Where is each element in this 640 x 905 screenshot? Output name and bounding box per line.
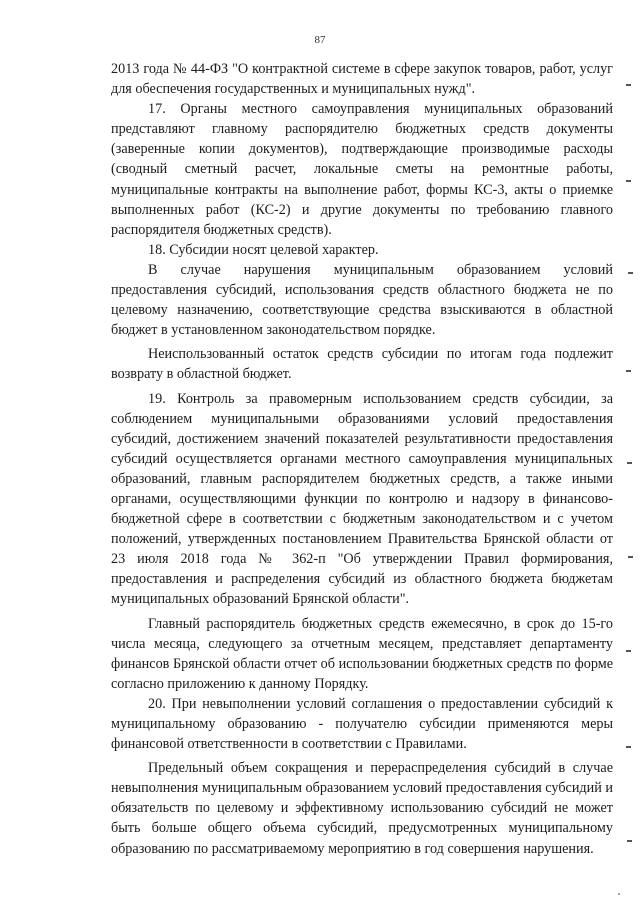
- page-number: 87: [314, 34, 326, 46]
- paragraph-1: 2013 года № 44-ФЗ "О контрактной системе в сфере закупок товаров, работ, услуг для обеспечения государственных и муниципальных нужд".: [111, 61, 613, 98]
- scan-dot: [618, 893, 620, 895]
- paragraph-17: 17. Органы местного самоуправления муниципальных образований представляют главному распорядителю бюджетных средств документы (заверенные копии документов), подтверждающие производимые расходы (сводный сметный расчет, локальные сметы на ремонтные работы, муниципальные контракты на выполнение работ, формы КС-3, акты о приемке выполненных работ (КС-2) и другие документы по требованию главного распорядителя бюджетных средств).: [111, 101, 613, 238]
- scan-mark: [626, 84, 631, 86]
- scan-mark: [626, 746, 631, 748]
- scan-mark: [626, 650, 631, 652]
- paragraph-18: 18. Субсидии носят целевой характер.: [148, 241, 379, 258]
- scan-mark: [627, 462, 632, 464]
- paragraph-18-remainder: Неиспользованный остаток средств субсидии по итогам года подлежит возврату в областной бюджет.: [111, 346, 613, 383]
- paragraph-19: 19. Контроль за правомерным использованием средств субсидии, за соблюдением муниципальными образованиями условий предоставления субсидий, достижением значений показателей результативности предоставления субсидий осуществляется органами местного самоуправления муниципальных образований, главным распорядителем бюджетных средств, а также иными органами, осуществляющими функции по контролю и надзору в финансово-бюджетной сфере в соответствии с бюджетным законодательством и с учетом положений, утвержденных постановлением Правительства Брянской области от 23 июля 2018 года № 362-п "Об утверждении Правил формирования, предоставления и распределения субсидий из областного бюджета бюджетам муниципальных образований Брянской области".: [111, 390, 613, 608]
- scan-mark: [626, 370, 631, 372]
- paragraph-20-limit: Предельный объем сокращения и перераспределения субсидий в случае невыполнения муниципальным образованием условий предоставления субсидий и обязательств по целевому и эффективному использованию субсидий не может быть больше общего объема субсидий, предусмотренных муниципальному образованию по рассматриваемому мероприятию в год совершения нарушения.: [111, 760, 613, 857]
- scan-mark: [628, 556, 633, 558]
- paragraph-20: 20. При невыполнении условий соглашения о предоставлении субсидий к муниципальному образованию - получателю субсидии применяются меры финансовой ответственности в соответствии с Правилами.: [111, 695, 613, 753]
- scan-mark: [628, 272, 633, 274]
- paragraph-18-violation: В случае нарушения муниципальным образованием условий предоставления субсидий, использования средств областного бюджета не по целевому назначению, соответствующие средства взыскиваются в областной бюджет в установленном законодательством порядке.: [111, 261, 613, 339]
- scan-mark: [626, 180, 631, 182]
- document-body: [111, 59, 613, 859]
- paragraph-19-report: Главный распорядитель бюджетных средств ежемесячно, в срок до 15-го числа месяца, следующего за отчетным месяцем, представляет департаменту финансов Брянской области отчет об использовании бюджетных средств по форме согласно приложению к данному Порядку.: [111, 615, 613, 692]
- scan-mark: [627, 840, 632, 842]
